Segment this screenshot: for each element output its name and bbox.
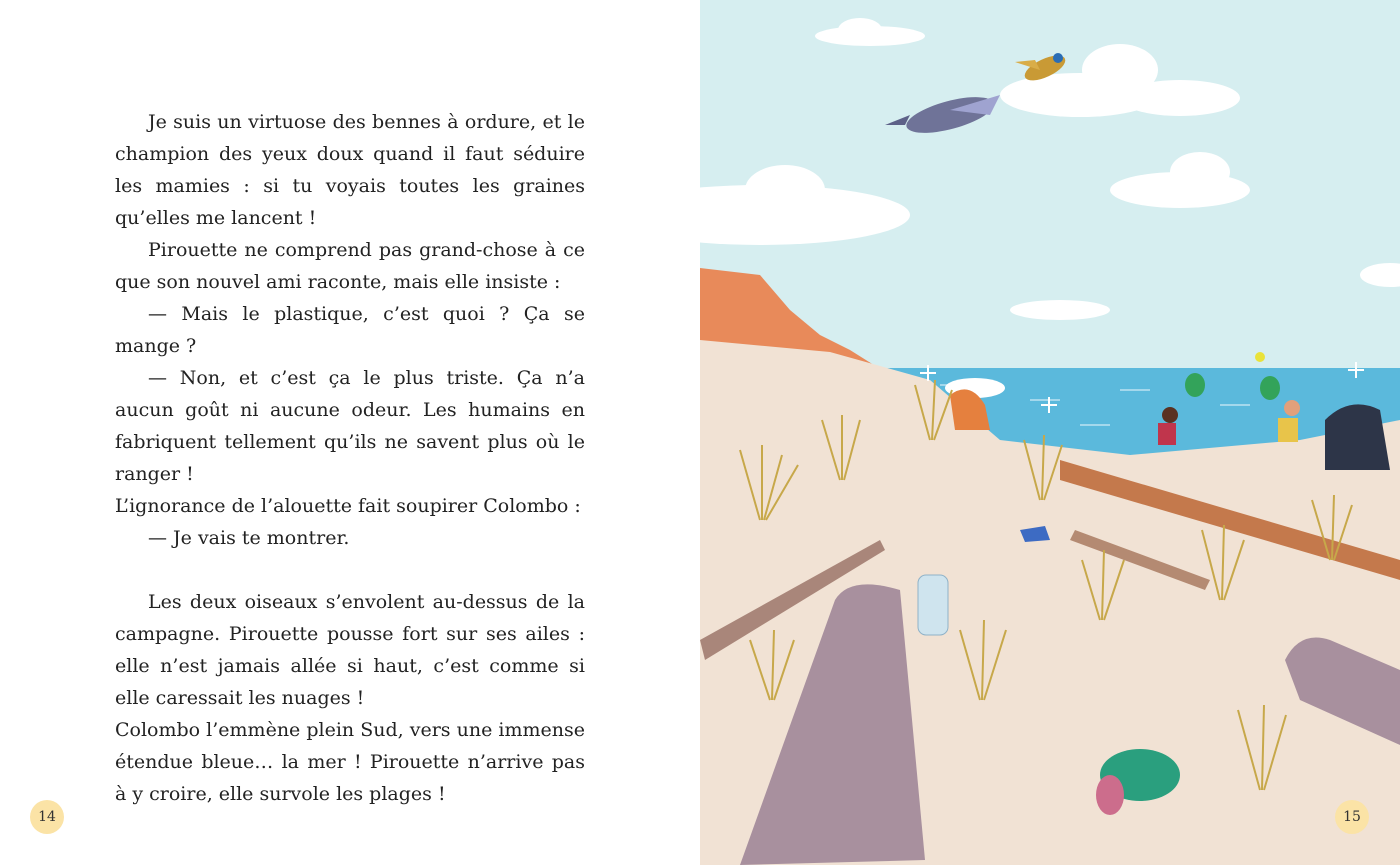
paragraph: L’ignorance de l’alouette fait soupirer Colombo : xyxy=(115,495,581,517)
body-text xyxy=(115,106,585,810)
page-number-right: 15 xyxy=(1335,800,1369,834)
plastic-bottle xyxy=(918,575,948,635)
trash-bag xyxy=(1325,404,1390,470)
dialogue-line: — Mais le plastique, c’est quoi ? Ça se mange ? xyxy=(115,303,585,357)
dialogue-line: — Je vais te montrer. xyxy=(148,527,350,549)
dialogue-line: — Non, et c’est ça le plus triste. Ça n’a aucun goût ni aucune odeur. Les humains en fabriquent tellement qu’ils ne savent plus où le ranger ! xyxy=(115,367,585,485)
person-head xyxy=(1284,400,1300,416)
paragraph: Pirouette ne comprend pas grand-chose à ce que son nouvel ami raconte, mais elle insiste : xyxy=(115,239,585,293)
paddle xyxy=(1260,376,1280,400)
page-number-left: 14 xyxy=(30,800,64,834)
paragraph: Colombo l’emmène plein Sud, vers une immense étendue bleue… la mer ! Pirouette n’arrive pas à y croire, elle survole les plages ! xyxy=(115,719,585,805)
person-head xyxy=(1162,407,1178,423)
paragraph: Je suis un virtuose des bennes à ordure, et le champion des yeux doux quand il faut séduire les mamies : si tu voyais toutes les graines qu’elles me lancent ! xyxy=(115,111,585,229)
person-playing xyxy=(1158,423,1176,445)
ball xyxy=(1255,352,1265,362)
beach-illustration xyxy=(700,0,1400,865)
paragraph: Les deux oiseaux s’envolent au-dessus de la campagne. Pirouette pousse fort sur ses ailes : elle n’est jamais allée si haut, c’est comme si elle caressait les nuages ! xyxy=(115,591,585,709)
right-page-illustration xyxy=(700,0,1400,865)
paddle xyxy=(1185,373,1205,397)
person-playing xyxy=(1278,418,1298,442)
soda-can-end xyxy=(1096,775,1124,815)
